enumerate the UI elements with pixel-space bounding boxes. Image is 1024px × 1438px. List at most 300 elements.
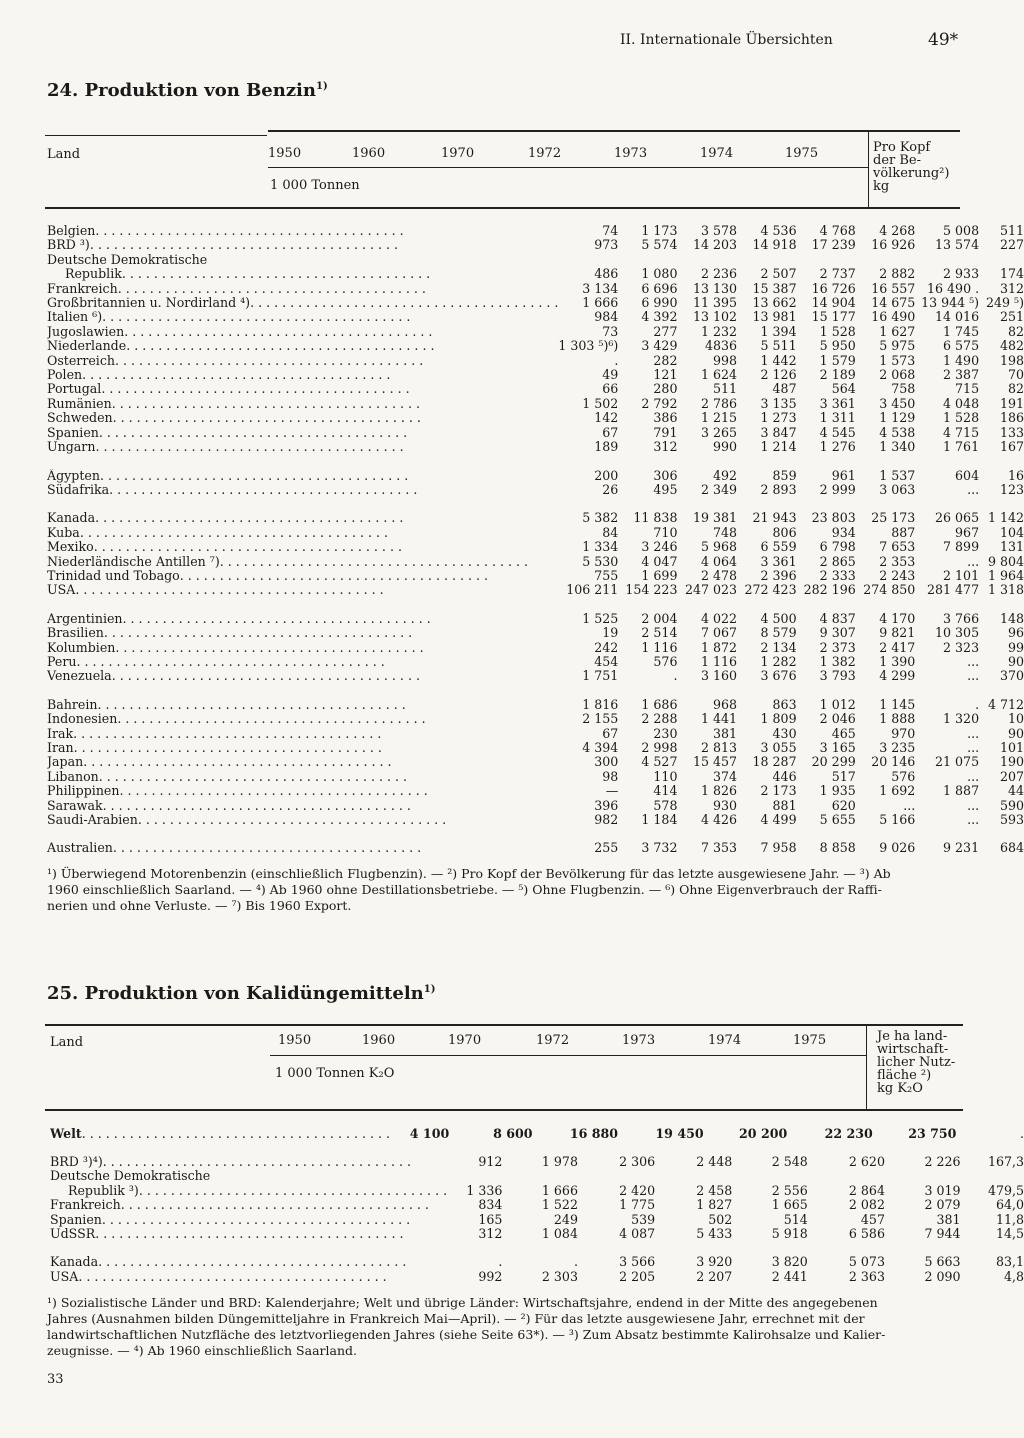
value-cell: 3 055 [760,740,797,755]
value-cell: 576 [653,653,678,669]
value-cell: 1 502 [582,395,619,411]
value-cell: 6 696 [641,280,678,296]
value-cell: 19 381 [692,510,738,526]
country-cell [50,1198,447,1212]
value-cell [655,1241,732,1255]
country-label: UdSSR [50,1227,96,1242]
leader-dots [109,483,417,497]
value-cell: 121 [653,367,678,383]
table24-vline [868,130,869,207]
table-row [47,497,1024,511]
country-cell [47,655,558,669]
country-label: Iran [47,741,74,755]
value-cell [737,497,797,511]
value-cell: 16 880 [569,1126,619,1141]
value-cell: 4 500 [760,610,797,626]
country-cell [47,784,558,798]
country-label: Polen [47,368,83,383]
leader-dots [95,224,403,238]
value-cell: 5 166 [879,812,916,828]
value-cell: 479,5 [987,1182,1024,1198]
value-cell: 1 666 [541,1182,578,1198]
value-cell: 101 [999,740,1024,755]
value-cell: 186 [999,410,1024,426]
value-cell: 16 490 [871,309,916,325]
value-cell: 3 165 [819,740,856,755]
value-cell: 495 [653,481,678,497]
value-cell: 3 265 [700,424,738,440]
value-cell: 5 382 [582,510,619,526]
value-cell: . [614,352,619,368]
header-line: Pro Kopf [873,140,931,155]
value-cell: 2 882 [879,266,916,282]
value-cell: 2 243 [879,567,916,583]
country-cell [47,799,558,813]
value-cell: 2 441 [771,1268,808,1284]
value-cell: 370 [999,668,1024,684]
country-label: Ägypten [47,468,100,483]
value-cell: 5 574 [641,237,678,253]
country-cell [47,626,558,640]
table-row [47,411,1024,425]
value-cell: 20 146 [871,754,916,770]
value-cell: 70 [1007,367,1024,383]
value-cell [737,684,797,698]
value-cell: ... [903,797,916,813]
country-cell [47,440,558,454]
value-cell: 2 205 [619,1268,656,1284]
value-cell: 14 675 [871,295,916,311]
value-cell: 1 311 [819,410,856,426]
value-cell: 486 [594,266,619,282]
value-cell: 5 663 [924,1254,961,1270]
table-row [47,339,1024,353]
header-line: der Be- [873,153,922,168]
country-cell [47,540,558,554]
value-cell: 430 [772,725,797,741]
country-cell [47,727,558,741]
value-cell: 2 207 [696,1268,733,1284]
value-cell: 1 761 [943,439,980,455]
value-cell: 4 100 [409,1126,450,1141]
value-cell: ... [967,725,980,741]
value-cell: — [605,783,619,799]
value-cell: 970 [891,725,916,741]
value-cell: 3 361 [760,553,797,569]
t25-year-2: 1970 [448,1033,482,1048]
table24-body [47,224,1024,856]
value-cell [856,827,916,841]
value-cell: 1 145 [879,696,916,712]
value-cell: 26 [602,481,619,497]
table-row [47,669,1024,683]
country-label: Libanon [47,769,99,784]
value-cell: 2 737 [819,266,856,282]
value-cell: 465 [831,725,856,741]
table-row [47,569,1024,583]
value-cell: 5 975 [879,338,916,354]
value-cell: 5 511 [760,338,797,354]
value-cell: 19 [602,625,619,641]
value-cell: 282 [653,352,678,368]
value-cell: 1 215 [700,410,738,426]
value-cell: 1 116 [641,639,678,655]
table24-footnotes [47,866,967,914]
header-line: kg K₂O [877,1081,923,1096]
value-cell: 930 [712,797,738,813]
value-cell: 207 [999,768,1024,784]
value-cell: 511 [999,223,1024,238]
value-cell: 282 196 [803,582,856,598]
value-cell: 517 [831,768,856,784]
header-line: licher Nutz- [877,1055,956,1070]
value-cell: 4 426 [700,812,738,828]
value-cell: 5 968 [700,539,738,555]
leader-dots [113,411,421,425]
country-cell [47,712,558,726]
country-label: Rumänien [47,396,112,411]
value-cell [558,253,618,267]
value-cell: 3 135 [760,395,797,411]
footnote-line: nerien und ohne Verluste. — ⁷) Bis 1960 Export. [47,898,352,913]
value-cell: 131 [999,539,1024,555]
value-cell: 3 450 [879,395,916,411]
country-label: Venezuela [47,669,112,684]
value-cell: 4 048 [943,395,980,411]
leader-dots [98,698,406,712]
value-cell: 2 387 [943,367,980,383]
country-label: Irak [47,726,74,741]
country-cell [47,296,558,310]
value-cell: 1 184 [641,812,678,828]
value-cell: 1 888 [879,711,916,727]
leader-dots [112,397,420,411]
table24-header-bottom-rule [45,207,960,209]
value-cell: 84 [602,524,619,540]
table-row [47,354,1024,368]
value-cell: 4 022 [700,610,738,626]
value-cell: 3 578 [700,223,738,238]
value-cell: 5 433 [696,1226,733,1242]
country-label: Trinidad und Tobago [47,568,180,583]
table-row [47,741,1024,755]
table24-percapita-header [873,141,949,193]
value-cell: 8 579 [760,625,797,641]
table24-title [47,80,328,101]
leader-dots [121,1198,429,1212]
table25-header-bottom-rule [45,1109,963,1111]
country-label: Niederländische Antillen ⁷) [47,554,220,569]
leader-dots [122,267,430,281]
value-cell: 3 732 [641,840,678,856]
leader-dots [180,569,488,583]
value-cell [797,455,856,469]
value-cell: 502 [708,1211,733,1227]
table25-world-row [50,1127,1024,1141]
value-cell: 1 692 [879,783,916,799]
value-cell: 4 394 [582,740,619,755]
table-row [47,310,1024,324]
leader-dots [94,540,402,554]
value-cell: 593 [999,812,1024,828]
country-cell [47,483,558,497]
country-cell [50,1155,447,1169]
value-cell [618,455,677,469]
leader-dots [99,770,407,784]
country-label: Italien ⁶) [47,310,103,325]
value-cell: 454 [594,653,619,669]
footnote-line: landwirtschaftlichen Nutzfläche des letztvorliegenden Jahres (siehe Seite 63*). — ³) Zum Absatz bestimmte Kalirohsalze und Kalier- [47,1327,886,1342]
value-cell: 3 820 [771,1254,808,1270]
leader-dots [113,841,421,855]
country-label: Saudi-Arabien [47,813,138,828]
value-cell: 2 478 [700,567,738,583]
value-cell: 590 [999,797,1024,813]
table-row [50,1255,1024,1269]
value-cell: 1 699 [641,567,678,583]
country-label: Großbritannien u. Nordirland ⁴) [47,296,251,311]
value-cell: 1 394 [760,323,797,339]
value-cell: 1 129 [879,410,916,426]
value-cell: 2 999 [819,481,856,497]
value-cell: 2 458 [696,1182,733,1198]
value-cell: 247 023 [684,582,738,598]
value-cell: 4 087 [619,1226,656,1242]
value-cell: 20 200 [739,1126,788,1141]
t24-year-5: 1974 [700,146,734,161]
country-label: Mexiko [47,540,94,555]
value-cell: 487 [772,381,797,397]
table-row [47,813,1024,827]
value-cell: 1 336 [466,1182,503,1198]
table24-title-text: 24. Produktion von Benzin [47,80,316,101]
value-cell: 2 155 [582,711,619,727]
value-cell: 4 545 [819,424,856,440]
value-cell: ... [967,481,980,497]
value-cell: 2 349 [700,481,738,497]
country-cell [47,339,558,353]
value-cell: 5 950 [819,338,856,354]
value-cell: 96 [1007,625,1024,641]
value-cell [558,598,618,612]
value-cell: 13 981 [752,309,797,325]
country-cell [47,813,558,827]
country-cell [47,455,558,469]
leader-dots [117,712,425,726]
leader-dots [82,1127,390,1141]
value-cell: 1 084 [541,1226,578,1242]
value-cell: 8 858 [819,840,856,856]
value-cell: 2 548 [771,1154,808,1169]
table-row [47,641,1024,655]
value-cell: 684 [999,840,1024,856]
value-cell: 457 [860,1211,885,1227]
value-cell [885,1169,961,1183]
value-cell: 21 075 [935,754,980,770]
country-label: Kolumbien [47,640,116,655]
value-cell [979,684,1024,698]
country-cell [47,698,558,712]
value-cell: 82 [1007,381,1024,397]
footnote-line: zeugnisse. — ⁴) Ab 1960 einschließlich Saarland. [47,1343,357,1358]
table25-title-text: 25. Produktion von Kalidüngemitteln [47,983,424,1004]
footnote-line: ¹) Überwiegend Motorenbenzin (einschließlich Flugbenzin). — ²) Pro Kopf der Bevölkerung für das letzte ausgewiesene Jahr. — ³) Ab [47,866,891,881]
value-cell: 5 073 [848,1254,885,1270]
leader-dots [73,727,381,741]
leader-dots [118,282,426,296]
value-cell: 967 [955,524,980,540]
value-cell: 2 933 [943,266,980,282]
value-cell: 2 126 [760,367,797,383]
value-cell: 576 [891,768,916,784]
t25-year-5: 1974 [708,1033,742,1048]
value-cell: 1 816 [582,696,619,712]
value-cell: 2 353 [879,553,916,569]
value-cell: 11 838 [633,510,678,526]
country-label: Deutsche Demokratische [47,252,208,267]
value-cell: 4 047 [641,553,678,569]
value-cell: 142 [594,410,619,426]
value-cell: 281 477 [927,582,980,598]
value-cell: 1 340 [879,439,916,455]
value-cell: 90 [1007,725,1024,741]
country-label: BRD ³) [47,238,90,253]
country-cell [47,497,558,511]
leader-dots [78,1270,386,1284]
value-cell: 982 [594,812,619,828]
country-label: Niederlande [47,339,127,354]
country-cell [50,1255,447,1269]
country-label: Argentinien [47,611,123,626]
country-cell [47,368,558,382]
value-cell [797,684,856,698]
value-cell: 4 536 [760,223,797,238]
value-cell: 381 [712,725,738,741]
value-cell [618,598,677,612]
leader-dots [80,526,388,540]
table24-year-rule [268,167,868,168]
table-row [50,1213,1024,1227]
value-cell: 7 067 [700,625,738,641]
value-cell: 482 [999,338,1024,354]
value-cell: 1 827 [696,1197,733,1213]
value-cell: 1 116 [700,653,738,669]
table-row [47,712,1024,726]
value-cell: 2 507 [760,266,797,282]
value-cell: 6 990 [641,295,678,311]
value-cell: 3 676 [760,668,797,684]
country-label: Ungarn [47,440,96,455]
value-cell [558,684,618,698]
value-cell [655,1169,732,1183]
value-cell: 189 [594,439,619,455]
table-row [47,469,1024,483]
country-cell [47,411,558,425]
value-cell: 16 557 [871,280,916,296]
table25-unit: 1 000 Tonnen K₂O [275,1066,395,1081]
value-cell: 1 528 [943,410,980,426]
value-cell [502,1241,578,1255]
value-cell: 4 768 [819,223,856,238]
value-cell [737,455,797,469]
leader-dots [102,310,410,324]
country-cell [47,755,558,769]
value-cell: 4 299 [879,668,916,684]
value-cell: 16 726 [811,280,856,296]
value-cell: 758 [891,381,916,397]
country-cell [47,526,558,540]
value-cell: 25 173 [871,510,916,526]
country-cell [47,426,558,440]
value-cell: 64,0 [995,1197,1024,1213]
leader-dots [75,583,383,597]
value-cell: 312 [999,280,1024,296]
value-cell [808,1241,885,1255]
page-number: 49* [928,30,959,50]
value-cell: 1 318 [987,582,1024,598]
value-cell [502,1169,578,1183]
country-cell [47,253,558,267]
value-cell: 17 239 [811,237,856,253]
value-cell [447,1241,502,1255]
value-cell: 1 382 [819,653,856,669]
value-cell: 374 [712,768,738,784]
country-label: USA [50,1269,79,1284]
value-cell: 98 [602,768,619,784]
value-cell: 7 353 [700,840,738,856]
value-cell: 1 525 [582,610,619,626]
value-cell [677,827,737,841]
table25-footnotes [47,1295,972,1359]
leader-dots [115,641,423,655]
value-cell: 984 [594,309,619,325]
header-line: Je ha land- [877,1029,948,1044]
value-cell [885,1241,961,1255]
value-cell: 9 026 [879,840,916,856]
value-cell: 992 [478,1268,503,1284]
t25-year-4: 1973 [622,1033,656,1048]
value-cell: 1 745 [943,323,980,339]
table-row [47,397,1024,411]
table-row [50,1270,1024,1284]
value-cell: 249 ⁵) [985,295,1024,311]
table25-body [50,1155,1024,1284]
value-cell: 16 [1007,467,1024,483]
table-row [47,827,1024,841]
value-cell: 83,1 [995,1254,1024,1270]
country-label: Belgien [47,224,96,238]
country-cell [50,1169,447,1183]
value-cell [558,827,618,841]
value-cell: 9 231 [943,840,980,856]
value-cell: 5 655 [819,812,856,828]
t24-year-4: 1973 [614,146,648,161]
header-line: völkerung²) [873,166,950,181]
country-cell [47,382,558,396]
country-label: Österreich [47,353,115,368]
value-cell: 2 189 [819,367,856,383]
value-cell: 5 008 [943,223,980,238]
value-cell: 3 766 [943,610,980,626]
country-label: Spanien [47,425,99,440]
value-cell: 3 429 [641,338,678,354]
value-cell: 386 [653,410,678,426]
value-cell: 2 090 [924,1268,961,1284]
value-cell [961,1169,1024,1183]
value-cell: 1 142 [987,510,1024,526]
value-cell: 514 [783,1211,808,1227]
value-cell: 806 [772,524,797,540]
